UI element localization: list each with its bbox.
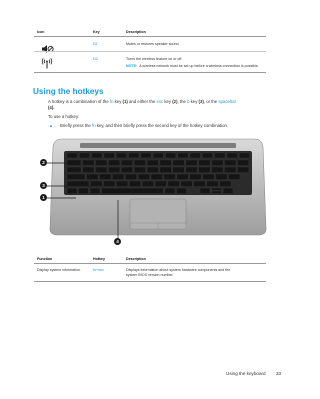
use-hotkey-lead: To use a hotkey: <box>48 114 80 119</box>
note-label: NOTE: <box>126 64 138 68</box>
description-cell-line1: Displays information about system hardware components and the <box>126 268 231 272</box>
table-header-icon: Icon <box>37 30 45 34</box>
table-header-function: Function <box>37 257 53 261</box>
step-bullet: ▲ <box>49 123 53 128</box>
callout-4-spacebar: 4 <box>114 238 121 245</box>
table-header-rule <box>34 263 266 264</box>
table-header-description: Description <box>126 257 146 261</box>
table-header-key: Key <box>93 30 100 34</box>
table-header-hotkey: Hotkey <box>93 257 105 261</box>
table-bottom-rule <box>34 281 266 282</box>
table-header-description: Description <box>126 30 146 34</box>
hotkey-key-f12: f12 <box>93 57 98 61</box>
hotkey-description-f12: Turns the wireless feature on or off. <box>126 57 183 61</box>
intro-paragraph-end: (4). <box>48 105 55 110</box>
callout-3-b: 3 <box>40 182 47 189</box>
note-text: A wireless network must be set up before a wireless connection is possible. <box>139 64 259 68</box>
page-number: 33 <box>276 371 282 376</box>
hotkey-step: Briefly press the fn key, and then briefly press the second key of the hotkey combination. <box>60 123 229 128</box>
section-title: Using the hotkeys <box>33 87 104 96</box>
hotkey-key-f11: f11 <box>93 42 98 46</box>
callout-1-fn: 1 <box>40 194 47 201</box>
hotkey-cell: fn+esc <box>93 268 104 272</box>
description-cell-line2: system BIOS version number. <box>126 273 174 277</box>
intro-paragraph: A hotkey is a combination of the fn key (1) and either the esc key (2), the b key (3), or the spacebar <box>48 99 237 104</box>
callout-2-esc: 2 <box>40 159 47 166</box>
hotkey-description-f11: Mutes or restores speaker sound. <box>126 42 180 46</box>
footer-section-name: Using the keyboard <box>226 371 266 376</box>
function-cell: Display system information. <box>37 268 81 272</box>
